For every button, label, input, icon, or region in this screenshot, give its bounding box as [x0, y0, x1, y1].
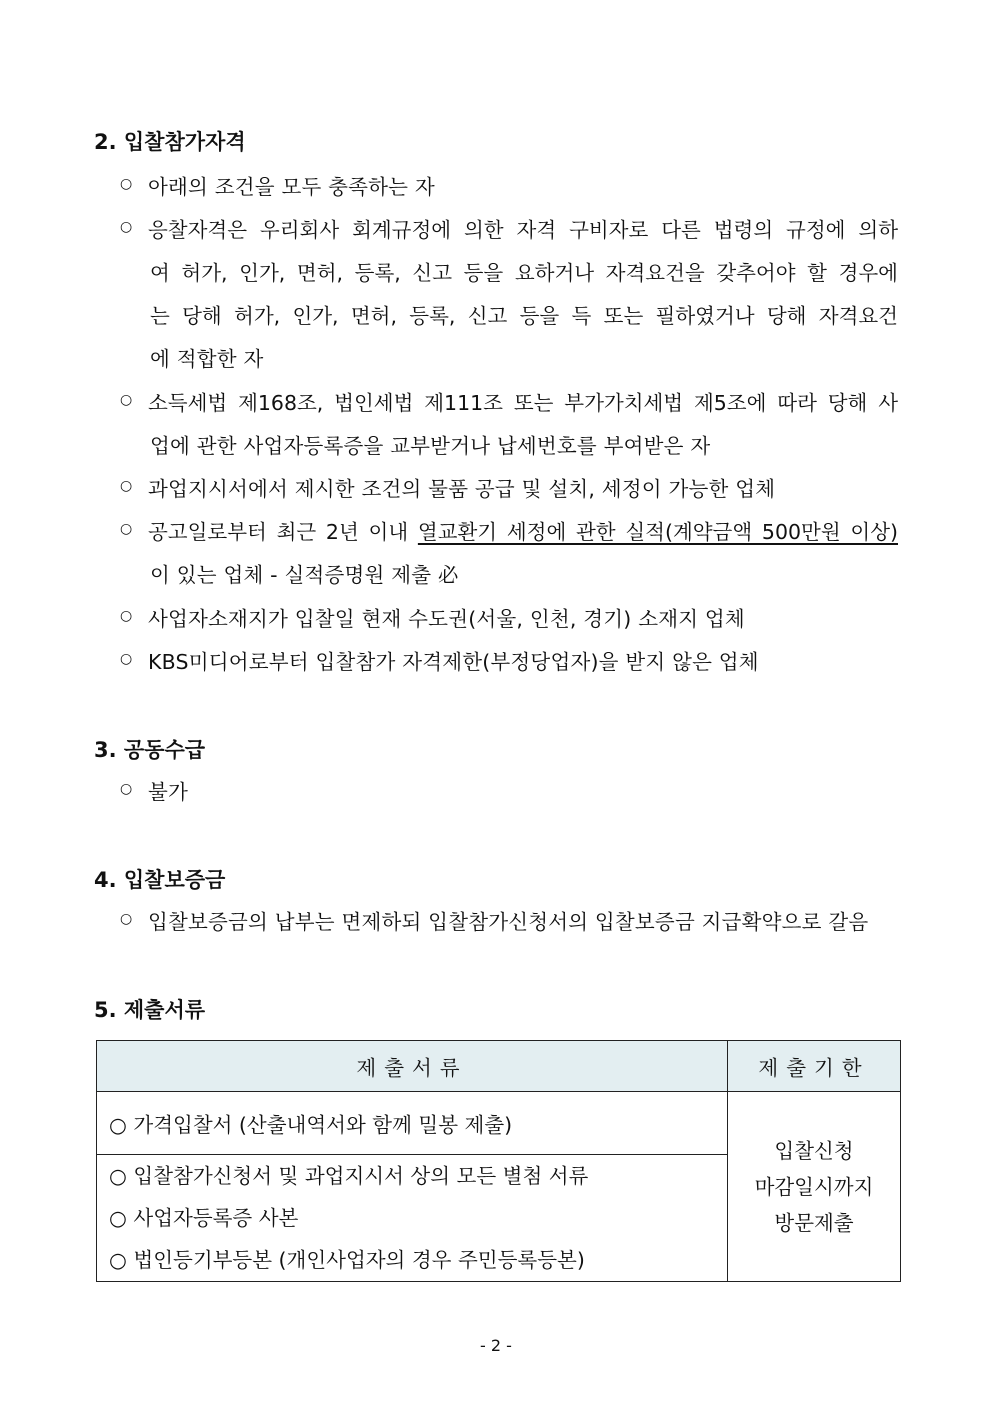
page-number: - 2 - [480, 1336, 512, 1355]
document-item: ○ 법인등기부등본 (개인사업자의 경우 주민등록등본) [109, 1248, 585, 1272]
document-row-price-bid: ○ 가격입찰서 (산출내역서와 함께 밀봉 제출) [97, 1092, 728, 1155]
bullet-icon: ○ [120, 651, 133, 667]
deadline-line: 방문제출 [774, 1210, 854, 1235]
header-documents: 제출서류 [97, 1041, 728, 1092]
bullet-icon: ○ [120, 176, 133, 192]
eligibility-item-2-line-1: 응찰자격은 우리회사 회계규정에 의한 자격 구비자로 다른 법령의 규정에 의하 [148, 218, 898, 242]
eligibility-item-5-line-2: 이 있는 업체 - 실적증명원 제출 必 [150, 563, 459, 587]
bullet-icon: ○ [120, 608, 133, 624]
eligibility-item-3-line-1: 소득세법 제168조, 법인세법 제111조 또는 부가가치세법 제5조에 따라 당해 사 [148, 391, 898, 415]
section-title-eligibility: 2. 입찰참가자격 [94, 130, 246, 154]
header-deadline: 제출기한 [728, 1041, 901, 1092]
eligibility-item-7: KBS미디어로부터 입찰참가 자격제한(부정당업자)을 받지 않은 업체 [148, 650, 759, 674]
bullet-icon: ○ [120, 911, 133, 927]
section-title-documents: 5. 제출서류 [94, 998, 206, 1022]
eligibility-item-4: 과업지시서에서 제시한 조건의 물품 공급 및 설치, 세정이 가능한 업체 [148, 477, 776, 501]
bullet-icon: ○ [120, 219, 133, 235]
eligibility-item-2-line-2: 여 허가, 인가, 면허, 등록, 신고 등을 요하거나 자격요건을 갖추어야 할 경우에 [150, 261, 898, 285]
underlined-requirement: 열교환기 세정에 관한 실적(계약금액 500만원 이상) [417, 520, 898, 544]
eligibility-item-2-line-4: 에 적합한 자 [150, 347, 264, 371]
bullet-icon: ○ [120, 478, 133, 494]
deadline-cell [728, 1092, 901, 1282]
document-item: ○ 입찰참가신청서 및 과업지시서 상의 모든 별첨 서류 [109, 1164, 589, 1188]
document-item: ○ 사업자등록증 사본 [109, 1206, 299, 1230]
eligibility-item-1: 아래의 조건을 모두 충족하는 자 [148, 175, 435, 199]
section-title-bid-bond: 4. 입찰보증금 [94, 868, 226, 892]
eligibility-item-5-line-1: 공고일로부터 최근 2년 이내 열교환기 세정에 관한 실적(계약금액 500만원 이상) [148, 520, 898, 544]
bid-bond-item: 입찰보증금의 납부는 면제하되 입찰참가신청서의 입찰보증금 지급확약으로 갈음 [148, 910, 869, 934]
section-title-joint-supply: 3. 공동수급 [94, 738, 206, 762]
documents-table [96, 1040, 901, 1282]
deadline-line: 마감일시까지 [754, 1174, 874, 1199]
eligibility-item-6: 사업자소재지가 입찰일 현재 수도권(서울, 인천, 경기) 소재지 업체 [148, 607, 745, 631]
document-row-group [97, 1155, 728, 1282]
eligibility-item-2-line-3: 는 당해 허가, 인가, 면허, 등록, 신고 등을 득 또는 필하였거나 당해 자격요건 [150, 304, 898, 328]
bullet-icon: ○ [120, 781, 133, 797]
joint-supply-item: 불가 [148, 780, 189, 804]
bullet-icon: ○ [120, 521, 133, 537]
eligibility-item-3-line-2: 업에 관한 사업자등록증을 교부받거나 납세번호를 부여받은 자 [150, 434, 711, 458]
bullet-icon: ○ [120, 392, 133, 408]
deadline-line: 입찰신청 [774, 1138, 854, 1163]
